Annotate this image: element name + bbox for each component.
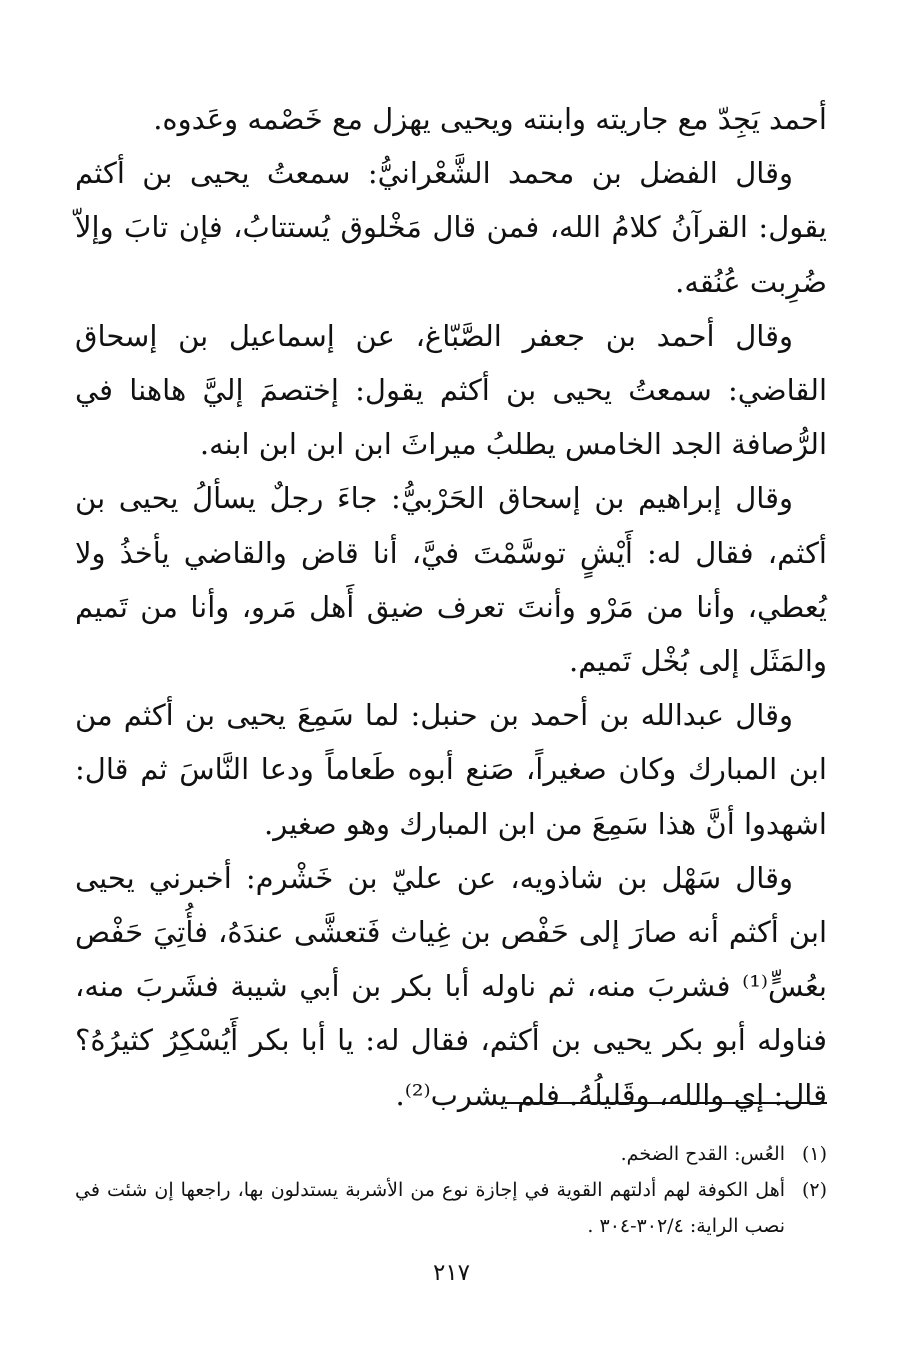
main-text xyxy=(75,92,827,1122)
footnote-1 xyxy=(75,1136,827,1172)
footnote-text: أهل الكوفة لهم أدلتهم القوية في إجازة نوع من الأشربة يستدلون بها، راجعها إن شئت في نصب الراية: ٣٠٢/٤-٣٠٤ . xyxy=(75,1179,785,1237)
paragraph-1: أحمد يَجِدّ مع جاريته وابنته ويحيى يهزل مع خَصْمه وعَدوه. xyxy=(153,102,827,136)
footnote-number: (٢) xyxy=(801,1179,827,1201)
footnote-2 xyxy=(75,1172,827,1244)
paragraph-4: وقال إبراهيم بن إسحاق الحَرْبيُّ: جاءَ رجلٌ يسألُ يحيى بن أكثم، فقال له: أَيْشٍ توسَّمْتَ فيَّ، أنا قاض والقاضي يأخذُ ولا يُعطي، وأنا من مَرْو وأنتَ تعرف ضيق أَهل مَرو، وأنا من تَميم والمَثَل إلى بُخْل تَميم. xyxy=(75,481,827,679)
footnote-text: العُس: القدح الضخم. xyxy=(620,1143,785,1165)
footnotes xyxy=(75,1136,827,1244)
page-number: ٢١٧ xyxy=(432,1260,471,1286)
footnote-separator xyxy=(505,1102,827,1104)
paragraph-5: وقال عبدالله بن أحمد بن حنبل: لما سَمِعَ يحيى بن أكثم من ابن المبارك وكان صغيراً، صَنع أبوه طَعاماً ودعا النَّاسَ ثم قال: اشهدوا أنَّ هذا سَمِعَ من ابن المبارك وهو صغير. xyxy=(75,698,827,841)
paragraph-2: وقال الفضل بن محمد الشَّعْرانيُّ: سمعتُ يحيى بن أكثم يقول: القرآنُ كلامُ الله، فمن قال مَخْلوق يُستتابُ، فإن تابَ وإلاّ ضُرِبت عُنُقه. xyxy=(75,156,827,299)
footnote-number: (١) xyxy=(801,1143,827,1165)
paragraph-3: وقال أحمد بن جعفر الصَّبّاغ، عن إسماعيل بن إسحاق القاضي: سمعتُ يحيى بن أكثم يقول: إختصمَ إليَّ هاهنا في الرُّصافة الجد الخامس يطلبُ ميراثَ ابن ابن ابن ابنه. xyxy=(75,318,827,462)
paragraph-6: وقال سَهْل بن شاذويه، عن عليّ بن خَشْرم: أخبرني يحيى ابن أكثم أنه صارَ إلى حَفْص بن غِياث فَتعشَّى عندَهُ، فأُتِيَ حَفْص بعُسٍّ⁽¹⁾ فشربَ منه، ثم ناوله أبا بكر بن أبي شيبة فشَربَ منه، فناوله أبو بكر يحيى بن أكثم، فقال له: يا أبا بكر أَيُسْكِرُ كثيرُهُ؟ قال: إي والله، وقَليلُهُ. فلم يشرب⁽²⁾. xyxy=(75,860,827,1112)
